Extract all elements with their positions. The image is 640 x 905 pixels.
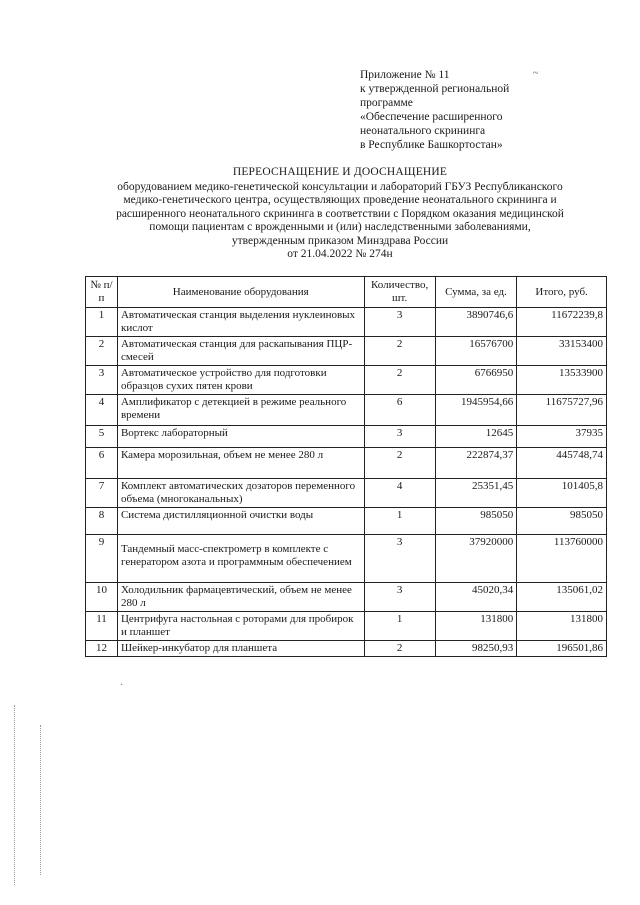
cell-name: Холодильник фармацевтический, объем не менее 280 л [117, 583, 364, 612]
cell-qty: 2 [364, 366, 435, 395]
title-line: медико-генетического центра, осуществляющих проведение неонатального скрининга и [123, 194, 557, 206]
cell-name: Автоматическая станция для раскапывания ПЦР-смесей [117, 337, 364, 366]
cell-no: 12 [86, 641, 118, 657]
scan-margin-line [14, 705, 15, 885]
cell-name: Автоматическое устройство для подготовки образцов сухих пятен крови [117, 366, 364, 395]
cell-qty: 2 [364, 337, 435, 366]
cell-sum: 25351,45 [435, 479, 517, 508]
cell-sum: 12645 [435, 426, 517, 448]
cell-total: 113760000 [517, 535, 607, 583]
cell-sum: 45020,34 [435, 583, 517, 612]
appendix-line: Приложение № 11 [360, 69, 450, 81]
cell-name: Система дистилляционной очистки воды [117, 508, 364, 535]
cell-sum: 222874,37 [435, 448, 517, 479]
title-line: от 21.04.2022 № 274н [287, 248, 393, 260]
table-row [86, 395, 607, 426]
table-row [86, 479, 607, 508]
title-line: оборудованием медико-генетической консультации и лабораторий ГБУЗ Республиканского [117, 180, 563, 193]
cell-no: 10 [86, 583, 118, 612]
appendix-line: «Обеспечение расширенного [360, 111, 503, 123]
appendix-line: программе [360, 97, 413, 109]
title-line: помощи пациентам с врожденными и (или) наследственными заболеваниями, [149, 221, 531, 233]
table-row [86, 426, 607, 448]
equipment-table [85, 276, 607, 657]
table-row [86, 535, 607, 583]
cell-total: 131800 [517, 612, 607, 641]
cell-total: 37935 [517, 426, 607, 448]
table-row [86, 612, 607, 641]
table-row [86, 448, 607, 479]
cell-name: Комплект автоматических дозаторов переменного объема (многоканальных) [117, 479, 364, 508]
cell-no: 2 [86, 337, 118, 366]
document-title [70, 166, 610, 262]
cell-sum: 6766950 [435, 366, 517, 395]
cell-no: 4 [86, 395, 118, 426]
cell-name: Центрифуга настольная с роторами для пробирок и планшет [117, 612, 364, 641]
appendix-note [360, 68, 509, 152]
cell-qty: 1 [364, 508, 435, 535]
table-row [86, 583, 607, 612]
cell-no: 8 [86, 508, 118, 535]
table-row [86, 366, 607, 395]
table-row [86, 508, 607, 535]
cell-sum: 985050 [435, 508, 517, 535]
appendix-line: неонатального скрининга [360, 125, 486, 137]
header-no: № п/п [86, 277, 118, 308]
table-row [86, 308, 607, 337]
cell-qty: 2 [364, 448, 435, 479]
cell-no: 1 [86, 308, 118, 337]
cell-sum: 16576700 [435, 337, 517, 366]
cell-total: 13533900 [517, 366, 607, 395]
cell-qty: 4 [364, 479, 435, 508]
cell-no: 3 [86, 366, 118, 395]
cell-total: 445748,74 [517, 448, 607, 479]
cell-no: 11 [86, 612, 118, 641]
cell-name: Тандемный масс-спектрометр в комплекте с генератором азота и программным обеспечением [117, 535, 364, 583]
cell-sum: 98250,93 [435, 641, 517, 657]
scan-margin-line [40, 725, 41, 875]
cell-total: 33153400 [517, 337, 607, 366]
cell-sum: 3890746,6 [435, 308, 517, 337]
cell-sum: 37920000 [435, 535, 517, 583]
cell-no: 5 [86, 426, 118, 448]
cell-sum: 131800 [435, 612, 517, 641]
cell-qty: 3 [364, 535, 435, 583]
title-line: расширенного неонатального скрининга в соответствии с Порядком оказания медицинской [116, 207, 564, 220]
cell-qty: 3 [364, 583, 435, 612]
title-heading: ПЕРЕОСНАЩЕНИЕ И ДООСНАЩЕНИЕ [232, 166, 448, 178]
table-row [86, 337, 607, 366]
cell-qty: 2 [364, 641, 435, 657]
cell-qty: 3 [364, 308, 435, 337]
cell-total: 196501,86 [517, 641, 607, 657]
cell-name: Автоматическая станция выделения нуклеиновых кислот [117, 308, 364, 337]
cell-no: 6 [86, 448, 118, 479]
table-header-row [86, 277, 607, 308]
cell-sum: 1945954,66 [435, 395, 517, 426]
header-name: Наименование оборудования [117, 277, 364, 308]
header-sum: Сумма, за ед. [435, 277, 517, 308]
cell-name: Шейкер-инкубатор для планшета [117, 641, 364, 657]
scan-speck: ~ [533, 68, 539, 79]
cell-total: 11672239,8 [517, 308, 607, 337]
cell-total: 101405,8 [517, 479, 607, 508]
cell-no: 7 [86, 479, 118, 508]
cell-name: Амплификатор с детекцией в режиме реального времени [117, 395, 364, 426]
appendix-line: в Республике Башкортостан» [360, 139, 503, 151]
cell-total: 135061,02 [517, 583, 607, 612]
cell-total: 11675727,96 [517, 395, 607, 426]
cell-no: 9 [86, 535, 118, 583]
cell-qty: 3 [364, 426, 435, 448]
cell-name: Камера морозильная, объем не менее 280 л [117, 448, 364, 479]
title-line: утвержденным приказом Минздрава России [231, 234, 449, 247]
scan-speck: · [120, 680, 124, 691]
appendix-line: к утвержденной региональной [360, 83, 510, 95]
cell-qty: 6 [364, 395, 435, 426]
table-row [86, 641, 607, 657]
cell-name: Вортекс лабораторный [117, 426, 364, 448]
header-total: Итого, руб. [517, 277, 607, 308]
cell-total: 985050 [517, 508, 607, 535]
header-qty: Количество, шт. [364, 277, 435, 308]
cell-qty: 1 [364, 612, 435, 641]
